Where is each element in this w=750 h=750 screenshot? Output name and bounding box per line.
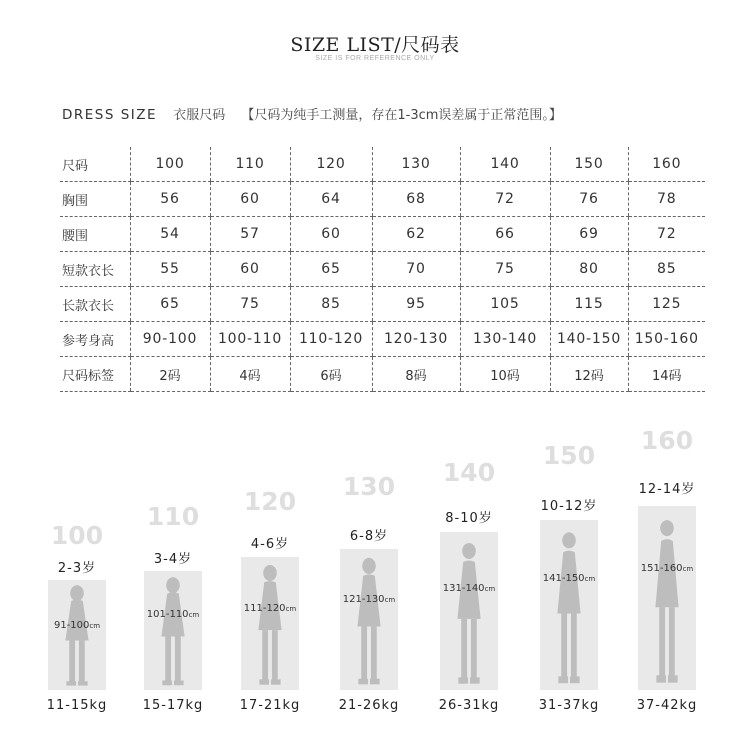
figure-box bbox=[241, 557, 299, 690]
weight-label: 17-21kg bbox=[239, 698, 301, 713]
measurement-note: 【尺码为纯手工测量，存在1-3cm误差属于正常范围。】 bbox=[241, 108, 562, 123]
table-cell: 75 bbox=[210, 287, 290, 322]
age-label: 6-8岁 bbox=[349, 529, 389, 544]
height-label bbox=[529, 573, 609, 584]
table-cell: 130 bbox=[372, 147, 460, 182]
table-cell: 6码 bbox=[290, 357, 372, 392]
table-cell: 150 bbox=[550, 147, 628, 182]
page-title: SIZE LIST/尺码表 bbox=[290, 34, 460, 56]
table-cell: 125 bbox=[628, 287, 705, 322]
heading-chinese: 衣服尺码 bbox=[173, 108, 226, 123]
height-range: 91-100 bbox=[53, 620, 90, 631]
row-label: 长款衣长 bbox=[60, 287, 130, 322]
height-label bbox=[37, 620, 117, 631]
child-silhouette-icon bbox=[241, 557, 299, 690]
height-label bbox=[627, 563, 707, 574]
table-cell: 56 bbox=[130, 182, 210, 217]
table-cell: 69 bbox=[550, 217, 628, 252]
height-unit: cm bbox=[188, 611, 200, 619]
page-subtitle: SIZE IS FOR REFERENCE ONLY bbox=[315, 55, 435, 62]
weight-label: 15-17kg bbox=[142, 698, 204, 713]
size-number: 100 bbox=[50, 521, 104, 550]
age-label: 8-10岁 bbox=[445, 511, 493, 526]
table-cell: 115 bbox=[550, 287, 628, 322]
size-number: 140 bbox=[442, 458, 496, 487]
height-unit: cm bbox=[682, 565, 694, 573]
size-figure bbox=[529, 0, 609, 750]
height-range: 151-160 bbox=[640, 563, 683, 574]
child-silhouette-icon bbox=[440, 532, 498, 690]
table-cell: 140 bbox=[460, 147, 550, 182]
table-cell: 65 bbox=[290, 252, 372, 287]
table-cell: 4码 bbox=[210, 357, 290, 392]
size-figure bbox=[37, 0, 117, 750]
weight-label: 21-26kg bbox=[338, 698, 400, 713]
age-label: 4-6岁 bbox=[250, 537, 290, 552]
table-cell: 150-160 bbox=[628, 322, 705, 357]
table-cell: 85 bbox=[290, 287, 372, 322]
row-label: 腰围 bbox=[60, 217, 130, 252]
table-cell: 68 bbox=[372, 182, 460, 217]
weight-label: 37-42kg bbox=[636, 698, 698, 713]
height-unit: cm bbox=[384, 596, 396, 604]
row-label: 参考身高 bbox=[60, 322, 130, 357]
size-figure bbox=[627, 0, 707, 750]
age-label: 2-3岁 bbox=[57, 561, 97, 576]
child-silhouette-icon bbox=[638, 506, 696, 690]
size-figure bbox=[429, 0, 509, 750]
size-number: 150 bbox=[542, 441, 596, 470]
table-cell: 76 bbox=[550, 182, 628, 217]
table-cell: 60 bbox=[210, 252, 290, 287]
height-unit: cm bbox=[285, 605, 297, 613]
table-cell: 64 bbox=[290, 182, 372, 217]
row-label: 尺码标签 bbox=[60, 357, 130, 392]
table-cell: 160 bbox=[628, 147, 705, 182]
child-silhouette-icon bbox=[48, 580, 106, 690]
height-unit: cm bbox=[584, 575, 596, 583]
child-silhouette-icon bbox=[540, 520, 598, 690]
figure-box bbox=[540, 520, 598, 690]
height-label bbox=[429, 583, 509, 594]
table-cell: 60 bbox=[290, 217, 372, 252]
table-cell: 110-120 bbox=[290, 322, 372, 357]
table-cell: 72 bbox=[460, 182, 550, 217]
table-cell: 8码 bbox=[372, 357, 460, 392]
height-range: 141-150 bbox=[542, 573, 585, 584]
size-figure bbox=[133, 0, 213, 750]
heading-english: DRESS SIZE bbox=[62, 107, 158, 123]
table-cell: 120-130 bbox=[372, 322, 460, 357]
table-cell: 90-100 bbox=[130, 322, 210, 357]
age-label: 12-14岁 bbox=[638, 482, 696, 497]
height-range: 101-110 bbox=[146, 609, 189, 620]
height-label bbox=[230, 603, 310, 614]
height-unit: cm bbox=[484, 585, 496, 593]
size-number: 130 bbox=[342, 472, 396, 501]
figure-box bbox=[340, 549, 398, 690]
table-cell: 105 bbox=[460, 287, 550, 322]
table-cell: 72 bbox=[628, 217, 705, 252]
table-cell: 85 bbox=[628, 252, 705, 287]
height-range: 111-120 bbox=[243, 603, 286, 614]
table-cell: 80 bbox=[550, 252, 628, 287]
height-range: 131-140 bbox=[442, 583, 485, 594]
table-cell: 130-140 bbox=[460, 322, 550, 357]
table-cell: 75 bbox=[460, 252, 550, 287]
height-range: 121-130 bbox=[342, 594, 385, 605]
figure-box bbox=[48, 580, 106, 690]
figure-box bbox=[440, 532, 498, 690]
table-cell: 66 bbox=[460, 217, 550, 252]
height-label bbox=[133, 609, 213, 620]
table-cell: 120 bbox=[290, 147, 372, 182]
table-cell: 100-110 bbox=[210, 322, 290, 357]
figure-box bbox=[638, 506, 696, 690]
table-cell: 100 bbox=[130, 147, 210, 182]
size-number: 110 bbox=[146, 502, 200, 531]
size-figure bbox=[329, 0, 409, 750]
weight-label: 11-15kg bbox=[46, 698, 108, 713]
table-cell: 110 bbox=[210, 147, 290, 182]
table-cell: 140-150 bbox=[550, 322, 628, 357]
row-label: 短款衣长 bbox=[60, 252, 130, 287]
table-cell: 12码 bbox=[550, 357, 628, 392]
age-label: 10-12岁 bbox=[540, 499, 598, 514]
figure-box bbox=[144, 571, 202, 690]
row-label: 尺码 bbox=[60, 147, 130, 182]
table-cell: 70 bbox=[372, 252, 460, 287]
table-cell: 55 bbox=[130, 252, 210, 287]
table-cell: 62 bbox=[372, 217, 460, 252]
table-cell: 78 bbox=[628, 182, 705, 217]
table-cell: 95 bbox=[372, 287, 460, 322]
size-figure bbox=[230, 0, 310, 750]
height-unit: cm bbox=[89, 622, 101, 630]
table-cell: 54 bbox=[130, 217, 210, 252]
table-cell: 60 bbox=[210, 182, 290, 217]
child-silhouette-icon bbox=[340, 549, 398, 690]
table-cell: 10码 bbox=[460, 357, 550, 392]
height-label bbox=[329, 594, 409, 605]
table-cell: 2码 bbox=[130, 357, 210, 392]
table-cell: 14码 bbox=[628, 357, 705, 392]
table-cell: 65 bbox=[130, 287, 210, 322]
size-number: 120 bbox=[243, 487, 297, 516]
child-silhouette-icon bbox=[144, 571, 202, 690]
table-cell: 57 bbox=[210, 217, 290, 252]
size-number: 160 bbox=[640, 426, 694, 455]
row-label: 胸围 bbox=[60, 182, 130, 217]
weight-label: 26-31kg bbox=[438, 698, 500, 713]
age-label: 3-4岁 bbox=[153, 552, 193, 567]
weight-label: 31-37kg bbox=[538, 698, 600, 713]
